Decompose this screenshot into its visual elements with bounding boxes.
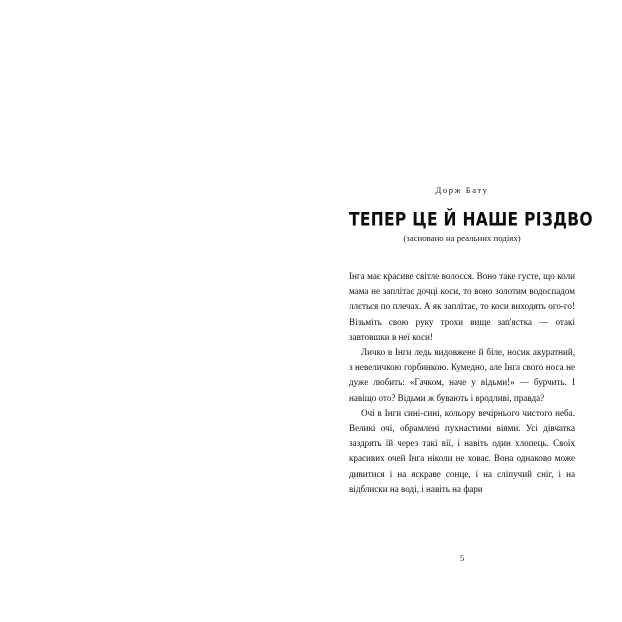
paragraph: Інга має красиве світле волосся. Воно таке густе, що коли мама не заплітає дочці коси, то воно золотим водоспадом ллється по плечах. А як заплітає, то коси виходять ого-го! Візьміть свою руку трохи вище зап'ястка — отакі завтовшки в неї коси! bbox=[349, 271, 575, 342]
paragraph: Личко в Інги ледь видовжене й біле, носик акуратний, з невеличкою горбинкою. Кумедно, але Інга свого носа не дуже любить: «Гачком, наче у відьми!» — бурчить. І навіщо ото? Відьми ж бувають і вродливі, правда? bbox=[349, 347, 575, 403]
page-number: 5 bbox=[459, 553, 465, 563]
chapter-subtitle: (засновано на реальних подіях) bbox=[403, 233, 521, 243]
chapter-title: ТЕПЕР ЦЕ Й НАШЕ РІЗДВО bbox=[349, 209, 593, 231]
page-text-block bbox=[349, 185, 622, 497]
body-text bbox=[349, 269, 575, 497]
paragraph: Очі в Інги сині-сині, кольору вечірнього чистого неба. Великі очі, обрамлені пухнастими віями. Усі дівчатка заздрять їй через такі вії, і навіть один хлопець. Своїх красивих очей Інга ніколи не ховає. Вона однаково може дивитися і на яскраве сонце, і на сліпучий сніг, і на відблиски на воді, і навіть на фари bbox=[349, 407, 575, 494]
author-name: Дорж Бату bbox=[435, 185, 489, 195]
